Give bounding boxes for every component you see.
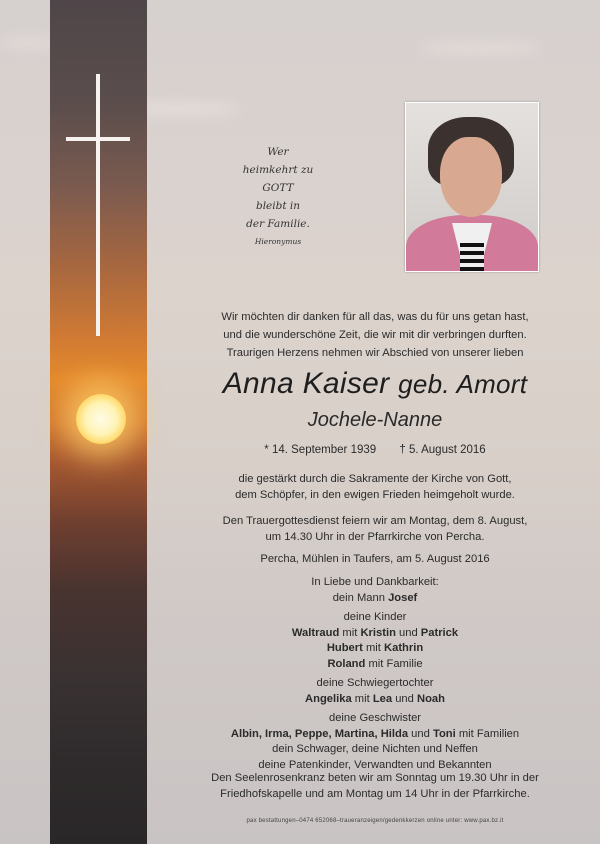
text-line: Den Seelenrosenkranz beten wir am Sonntag um 19.30 Uhr in der (211, 772, 539, 784)
family-intro: In Liebe und Dankbarkeit: (311, 576, 439, 588)
service-text (190, 514, 560, 546)
cross-icon-bar (66, 137, 130, 141)
husband-name: Josef (388, 591, 418, 604)
name: Toni (432, 727, 456, 740)
name-first: Anna Kaiser (222, 367, 390, 400)
name: Angelika (305, 692, 352, 705)
quote-author: Hieronymus (254, 237, 302, 246)
siblings-label: deine Geschwister (328, 712, 422, 724)
quote-line: GOTT (262, 182, 294, 194)
name-birth: geb. Amort (398, 369, 528, 399)
text-part: mit Familien (455, 727, 520, 740)
quote-line: bleibt in (255, 200, 301, 212)
intro-text (190, 308, 560, 362)
relatives-line: dein Schwager, deine Nichten und Neffen (272, 743, 478, 755)
daughter-in-law-line (190, 692, 560, 708)
intro-line: und die wunderschöne Zeit, die wir mit dir verbringen durften. (223, 329, 527, 341)
quote-line: heimkehrt zu (242, 164, 314, 176)
portrait-photo (405, 102, 539, 272)
text-line: die gestärkt durch die Sakramente der Kirche von Gott, (238, 473, 512, 485)
death-date: † 5. August 2016 (399, 444, 486, 456)
name: Kathrin (384, 642, 424, 654)
cloud-streak (420, 42, 540, 54)
text-part: dein Mann (332, 591, 389, 604)
child-line (190, 641, 560, 657)
quote-line: Wer (267, 146, 289, 158)
rosary-text (190, 771, 560, 803)
text-part: mit (362, 642, 385, 654)
birth-date: * 14. September 1939 (264, 444, 377, 456)
deceased-name (190, 366, 560, 402)
place-date: Percha, Mühlen in Taufers, am 5. August 2016 (260, 553, 490, 565)
quote-line: der Familie. (246, 218, 310, 230)
relatives-line: deine Patenkinder, Verwandten und Bekannten (258, 758, 492, 771)
sun-image (76, 394, 126, 444)
name: Patrick (420, 626, 459, 639)
husband-line (190, 591, 560, 607)
daughter-in-law-label: deine Schwiegertochter (316, 677, 434, 689)
footer-imprint: pax bestattungen–0474 652068–traueranzeigen/gedenkkerzen online unter: www.pax.bz.it (246, 818, 504, 824)
sacrament-text (190, 472, 560, 504)
children-label: deine Kinder (343, 611, 407, 623)
child-line (190, 626, 560, 642)
intro-line: Traurigen Herzens nehmen wir Abschied von unserer lieben (226, 347, 524, 359)
cross-icon (96, 74, 100, 336)
text-part: und (395, 626, 421, 639)
nickname: Jochele-Nanne (307, 409, 443, 431)
intro-line: Wir möchten dir danken für all das, was du für uns getan hast, (221, 311, 529, 323)
name: Albin, Irma, Peppe, Martina, Hilda (230, 727, 409, 740)
text-part: und (408, 727, 433, 740)
text-part: mit (339, 626, 361, 639)
text-part: mit Familie (365, 657, 423, 670)
text-line: dem Schöpfer, in den ewigen Frieden heimgeholt wurde. (235, 488, 515, 501)
text-line: Den Trauergottesdienst feiern wir am Montag, dem 8. August, (222, 515, 528, 527)
name: Lea (372, 692, 393, 705)
siblings-line (190, 727, 560, 743)
name: Hubert (326, 642, 363, 654)
child-line (190, 657, 560, 673)
life-dates (190, 442, 560, 458)
text-part: mit (351, 692, 373, 705)
name: Roland (327, 657, 366, 670)
family-list (190, 575, 560, 777)
quote-block (228, 143, 328, 249)
text-part: und (392, 692, 417, 705)
text-line: um 14.30 Uhr in der Pfarrkirche von Percha. (265, 530, 485, 543)
name: Noah (416, 692, 445, 705)
name: Waltraud (291, 626, 340, 639)
name: Kristin (360, 626, 396, 639)
text-line: Friedhofskapelle und am Montag um 14 Uhr in der Pfarrkirche. (220, 787, 530, 800)
